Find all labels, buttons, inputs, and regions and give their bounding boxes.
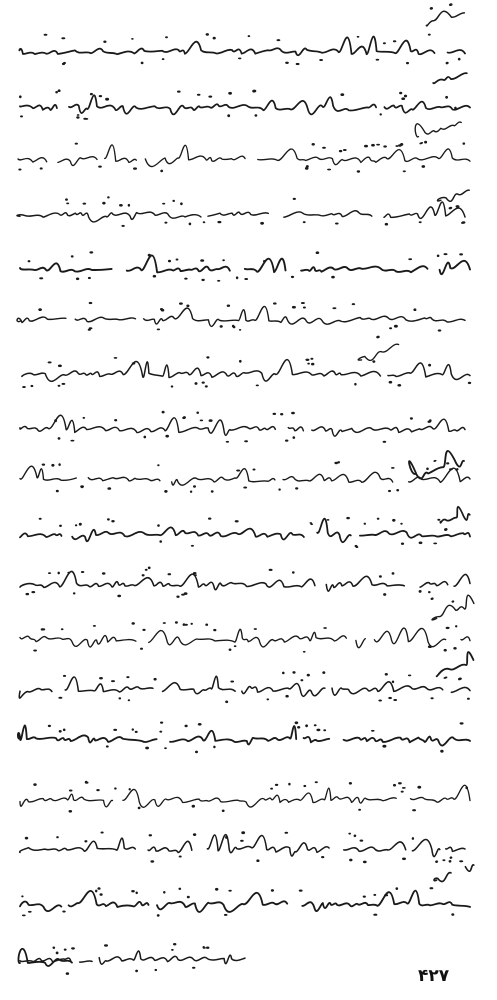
manuscript-line — [19, 671, 470, 703]
manuscript-line — [20, 517, 470, 548]
manuscript-line — [20, 251, 470, 281]
page-number: ۴۲۷ — [418, 966, 450, 986]
marginal-note — [433, 651, 479, 686]
marginal-note — [412, 106, 464, 144]
manuscript-line — [20, 411, 465, 443]
marginal-note — [353, 330, 402, 367]
manuscript-line — [20, 781, 470, 813]
manuscript-line — [19, 33, 465, 65]
manuscript-line — [20, 943, 245, 972]
closing-phrase — [18, 949, 72, 975]
marginal-note — [437, 504, 472, 532]
manuscript-line — [19, 89, 470, 119]
manuscript-line — [20, 831, 465, 863]
marginal-note — [425, 586, 474, 620]
manuscript-line — [20, 461, 470, 493]
marginal-note — [428, 57, 467, 85]
manuscript-line — [20, 621, 470, 652]
manuscript-line — [20, 567, 470, 598]
manuscript-line — [17, 302, 465, 332]
manuscript-line — [20, 887, 470, 917]
marginal-note — [421, 0, 464, 26]
manuscript-line — [18, 721, 470, 753]
manuscript-line — [17, 196, 465, 227]
manuscript-line — [18, 141, 470, 173]
manuscript-line — [22, 356, 471, 388]
